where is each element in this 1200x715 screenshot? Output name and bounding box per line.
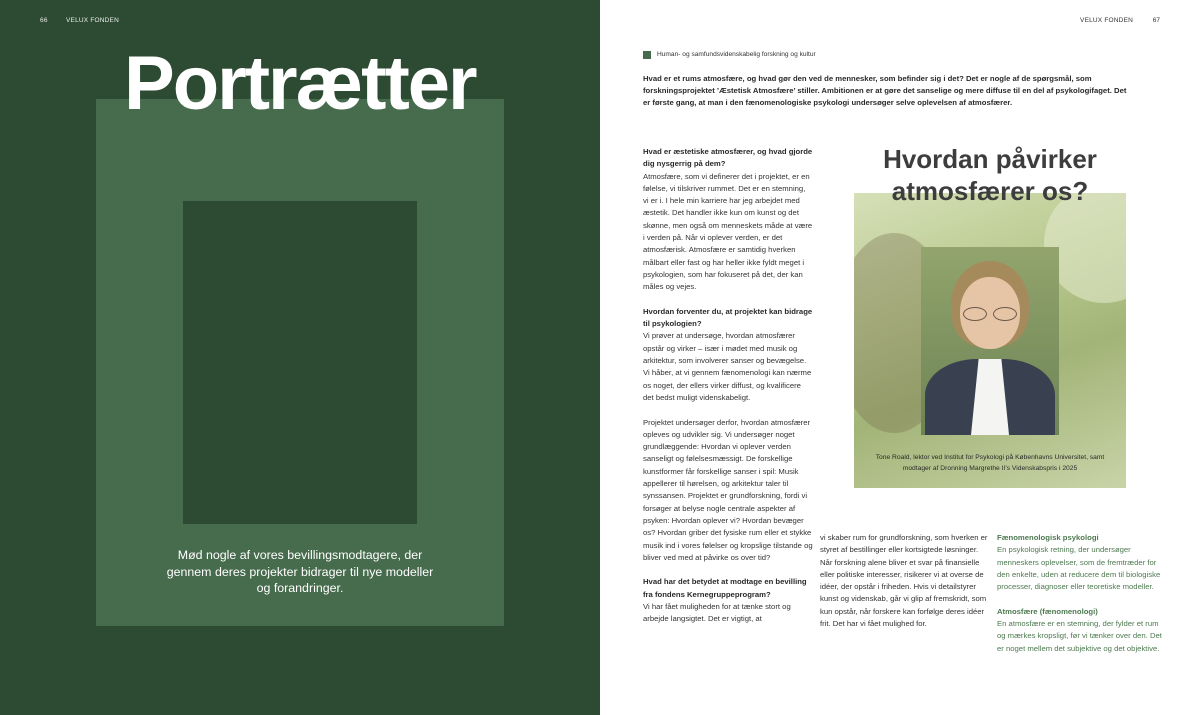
glossary-definition: En atmosfære er en stemning, der fylder et rum og mærkes kropsligt, før vi tænker over den. Det er noget mellem det subjektive og det objektive. [997, 619, 1162, 653]
section-intro: Mød nogle af vores bevillingsmodtagere, der gennem deres projekter bidrager til nye modeller og forandringer. [166, 548, 434, 595]
page-number-right: 67 [1152, 17, 1160, 24]
decorative-frame-inner [183, 201, 417, 524]
article-lede: Hvad er et rums atmosfære, og hvad gør den ved de mennesker, som befinder sig i det? Det er nogle af de spørgsmål, som forskningsprojektet ’Æstetisk Atmosfære’ stiller. Ambitionen er at gøre det sanselige og mere diffuse til en del af psykologifaget. Det er første gang, at man i den fænomenologiske psykologi undersøger selve oplevelsen af atmosfærer. [643, 74, 1127, 108]
portrait-photo [854, 193, 1126, 488]
page-number-left: 66 [40, 17, 48, 24]
glossary-term: Fænomenologisk psykologi [997, 533, 1099, 542]
portrait-image [921, 247, 1059, 435]
article-column-1 [643, 146, 813, 626]
article-column-2 [820, 532, 990, 630]
interview-answer: Vi prøver at undersøge, hvordan atmosfærer opstår og virker – især i mødet med musik og arkitektur, som involverer sanser og bevægelse. Vi håber, at vi gennem fænomenologi kan nærme os noget, der ellers virker diffust, og kvalificere det bedst muligt videnskabeligt. [643, 331, 812, 402]
category-label: Human- og samfundsvidenskabelig forskning og kultur [657, 51, 816, 58]
glossary-term: Atmosfære (fænomenologi) [997, 606, 1098, 616]
brand-label-right: VELUX FONDEN [1080, 17, 1133, 24]
interview-answer: Projektet undersøger derfor, hvordan atmosfærer opleves og udvikler sig. Vi undersøger noget grundlæggende: Hvordan vi oplever verden sanseligt og følelsesmæssigt. De forskellige kunstformer får forskellige sanser i spil: Musik appellerer til hørelsen, og arkitektur taler til synssansen. Projektet er grundforskning, fordi vi forsøger at belyse nogle centrale aspekter af psyken: Hvordan oplever vi? Hvordan bevæger os? Hvordan griber det fysiske rum eller et stykke musik ind i vores følelser og kropslige tilstande og bliver ved med at påvirke os over tid? [643, 417, 813, 562]
article-title: Hvordan påvirker atmosfærer os? [883, 144, 1097, 206]
right-page [600, 0, 1200, 715]
glossary-definition: En psykologisk retning, der undersøger menneskers oplevelser, som de fremtræder for den enkelte, uden at reducere dem til biologiske processer, diagnoser eller teoretiske modeller. [997, 545, 1161, 592]
category-marker-icon [643, 51, 651, 59]
interview-question: Hvad har det betydet at modtage en bevilling fra fondens Kernegruppeprogram? [643, 577, 807, 599]
interview-answer: vi skaber rum for grundforskning, som hverken er styret af bestillinger eller kortsigtede løsninger. Når forskning alene bliver et svar på finansielle eller politiske interesser, risikerer vi at overse de idéer, der opstår i friheden. Hvis vi detailstyrer kunst og videnskab, går vi glip af fremskridt, som kun opstår, når forskere kan forfølge deres idéer frit. Det har vi fået mulighed for. [820, 533, 988, 629]
section-title: Portrætter [124, 41, 476, 126]
glossary-column [997, 532, 1167, 655]
interview-answer: Vi har fået muligheden for at tænke stort og arbejde langsigtet. Det er vigtigt, at [643, 601, 791, 624]
interview-answer: Atmosfære, som vi definerer det i projektet, er en følelse, vi tilskriver rummet. Det er en stemning, vi er i. I hele min karriere har jeg arbejdet med æstetik. Det handler ikke kun om kunst og det skønne, men også om menneskets måde at være i verden på. Når vi oplever verden, er det atmosfærisk. Atmosfære er samtidig hverken målbart eller fast og har heller ikke fyldt meget i psykologien, som har fokuseret på det, der kan måles og vejes. [643, 171, 813, 292]
interview-question: Hvad er æstetiske atmosfærer, og hvad gjorde dig nysgerrig på dem? [643, 147, 813, 169]
photo-caption: Tone Roald, lektor ved Institut for Psykologi på Københavns Universitet, samt modtager af Dronning Margrethe II’s Videnskabspris i 2025 [875, 454, 1105, 472]
brand-label-left: VELUX FONDEN [66, 17, 119, 24]
interview-question: Hvordan forventer du, at projektet kan bidrage til psykologien? [643, 306, 813, 329]
